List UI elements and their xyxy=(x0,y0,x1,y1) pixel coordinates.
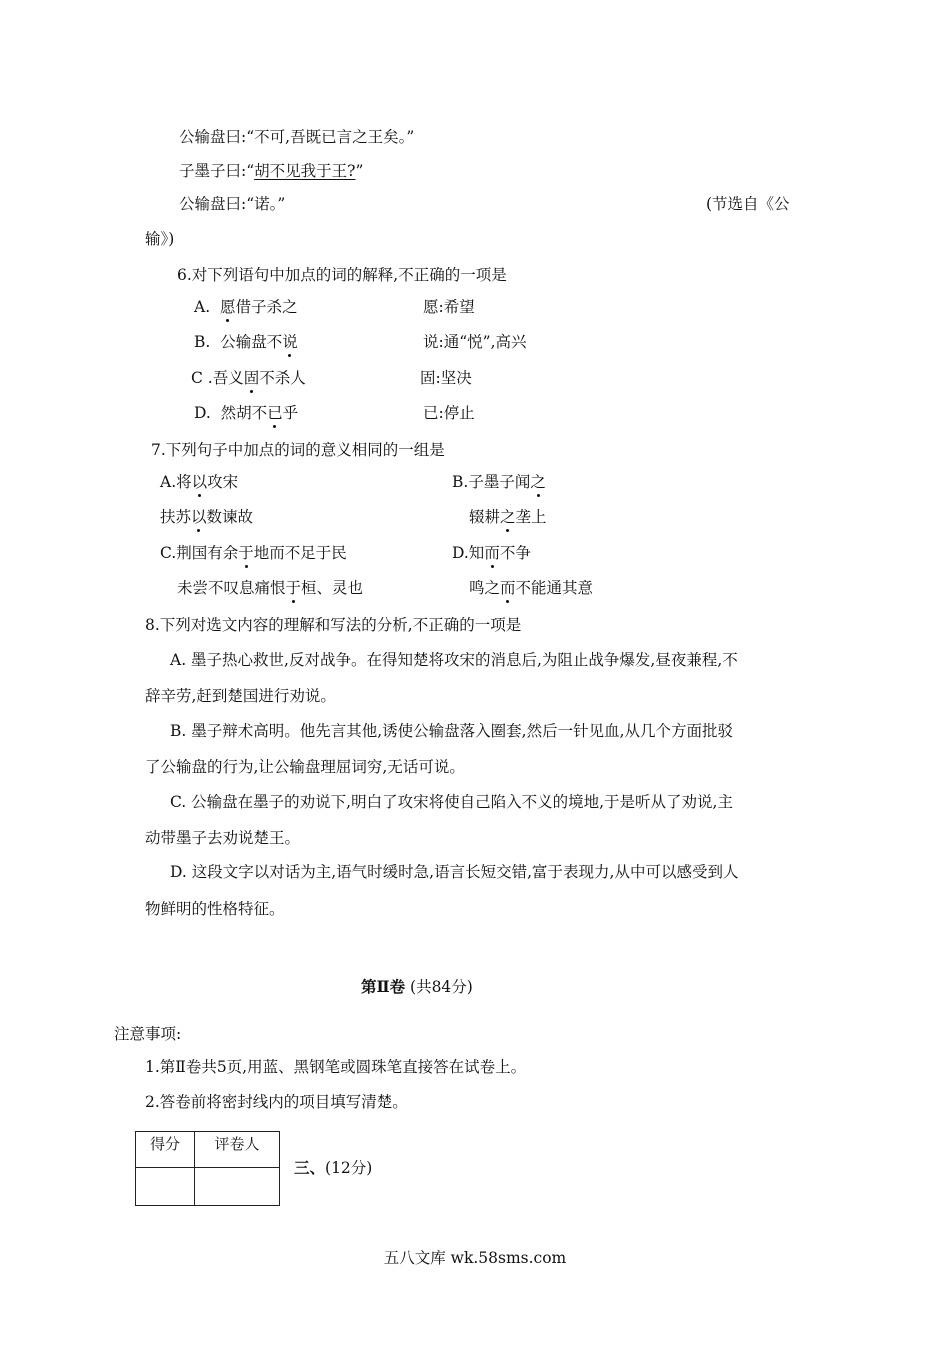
dotted-char: 愿 xyxy=(219,298,236,316)
q8-option-c-line1: C. 公输盘在墨子的劝说下,明白了攻宋将使自己陷入不义的境地,于是听从了劝说,主 xyxy=(170,793,733,811)
q8-stem: 8.下列对选文内容的理解和写法的分析,不正确的一项是 xyxy=(145,616,522,634)
score-table xyxy=(135,1131,280,1206)
dotted-char: 说 xyxy=(282,333,298,351)
part-three-heading: 三、(12分) xyxy=(294,1158,373,1177)
q6-option-a: A. 愿借子杀之 xyxy=(194,298,298,316)
q8-option-a-line2: 辞辛劳,赶到楚国进行劝说。 xyxy=(145,687,336,705)
underlined-question: 胡不见我于王? xyxy=(254,162,356,180)
dotted-char: 于 xyxy=(285,579,302,597)
q7-d2: 鸣之而不能通其意 xyxy=(469,579,594,597)
q7-c1: C.荆国有余于地而不足于民 xyxy=(160,544,347,562)
q7-a1: A.将以攻宋 xyxy=(160,473,239,491)
dotted-char: 之 xyxy=(530,473,546,491)
note-1: 1.第Ⅱ卷共5页,用蓝、黑钢笔或圆珠笔直接答在试卷上。 xyxy=(145,1058,527,1076)
q8-option-c-line2: 动带墨子去劝说楚王。 xyxy=(145,829,301,847)
q8-option-b-line2: 了公输盘的行为,让公输盘理屈词穷,无话可说。 xyxy=(145,758,465,776)
footer-watermark: 五八文库 wk.58sms.com xyxy=(383,1249,567,1267)
q7-b2: 辍耕之垄上 xyxy=(469,508,547,526)
q8-option-d-line1: D. 这段文字以对话为主,语气时缓时急,语言长短交错,富于表现力,从中可以感受到人 xyxy=(170,863,739,881)
passage-line-3: 公输盘曰:“诺。” xyxy=(179,195,286,213)
q8-option-d-line2: 物鲜明的性格特征。 xyxy=(145,900,285,918)
passage-line-1: 公输盘曰:“不可,吾既已言之王矣。” xyxy=(179,128,415,146)
note-2: 2.答卷前将密封线内的项目填写清楚。 xyxy=(145,1093,408,1111)
passage-line-2: 子墨子曰:“胡不见我于王?” xyxy=(179,162,364,180)
score-cell[interactable] xyxy=(136,1168,195,1206)
q6-gloss-b: 说:通“悦”,高兴 xyxy=(423,333,527,351)
q6-gloss-d: 已:停止 xyxy=(423,404,475,422)
section-title: 第Ⅱ卷 (共84分) xyxy=(361,977,473,996)
q6-stem: 6.对下列语句中加点的词的解释,不正确的一项是 xyxy=(177,266,507,284)
passage-source-a: (节选自《公 xyxy=(706,195,790,213)
q8-option-a-line1: A. 墨子热心救世,反对战争。在得知楚将攻宋的消息后,为阻止战争爆发,昼夜兼程,不 xyxy=(170,651,738,669)
dotted-char: 固 xyxy=(243,369,260,387)
dotted-char: 以 xyxy=(191,473,208,491)
q6-gloss-a: 愿:希望 xyxy=(423,298,475,316)
grader-header: 评卷人 xyxy=(195,1132,280,1168)
dotted-char: 于 xyxy=(238,544,254,562)
q7-a2: 扶苏以数谏故 xyxy=(160,508,254,526)
dotted-char: 已 xyxy=(267,404,283,422)
q6-option-c: C .吾义固不杀人 xyxy=(191,369,306,387)
notes-title: 注意事项: xyxy=(114,1025,182,1043)
q7-stem: 7.下列句子中加点的词的意义相同的一组是 xyxy=(151,441,445,459)
q6-gloss-c: 固:坚决 xyxy=(420,369,472,387)
dotted-char: 以 xyxy=(191,508,207,526)
score-header: 得分 xyxy=(136,1132,195,1168)
q7-b1: B.子墨子闻之 xyxy=(452,473,546,491)
q7-c2: 未尝不叹息痛恨于桓、灵也 xyxy=(177,579,364,597)
passage-source-b: 输》) xyxy=(145,230,175,248)
q6-option-b: B. 公输盘不说 xyxy=(194,333,298,351)
q8-option-b-line1: B. 墨子辩术高明。他先言其他,诱使公输盘落入圈套,然后一针见血,从几个方面批驳 xyxy=(170,722,734,740)
q6-option-d: D. 然胡不已乎 xyxy=(194,404,299,422)
dotted-char: 之 xyxy=(500,508,516,526)
q7-d1: D.知而不争 xyxy=(452,544,531,562)
dotted-char: 而 xyxy=(484,544,500,562)
grader-cell[interactable] xyxy=(195,1168,280,1206)
dotted-char: 而 xyxy=(500,579,516,597)
